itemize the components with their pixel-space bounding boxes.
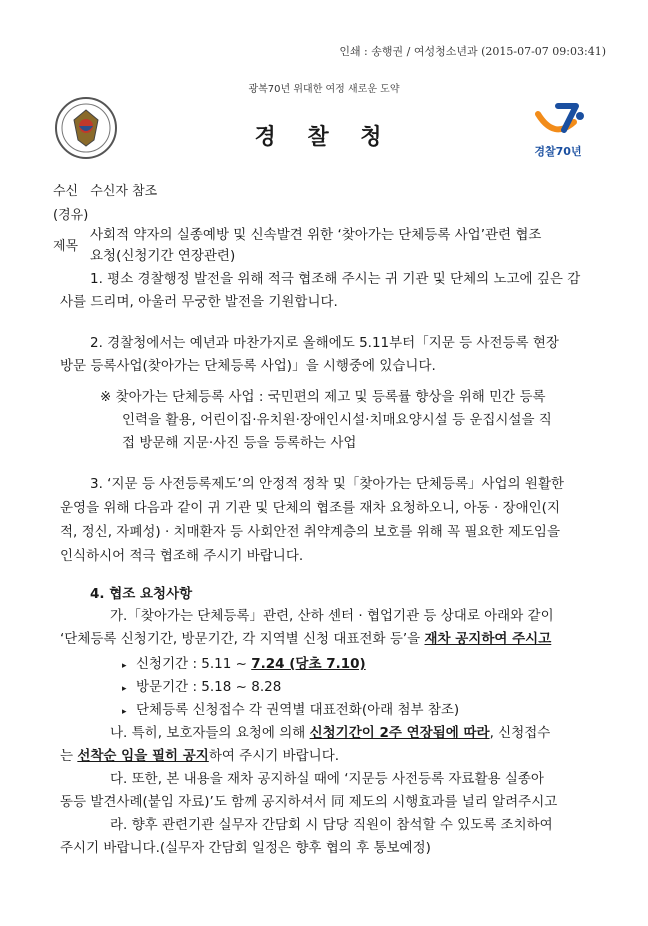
para2-line2: 방문 등록사업(찾아가는 단체등록 사업)」을 시행중에 있습니다. bbox=[60, 358, 436, 374]
section4-na-line1 bbox=[110, 721, 550, 741]
para2-line1: 2. 경찰청에서는 예년과 마찬가지로 올해에도 5.11부터「지문 등 사전등록 현장 bbox=[90, 335, 559, 351]
visit-period-text: 방문기간 : 5.18 ~ 8.28 bbox=[136, 679, 282, 695]
na-line2-text: 는 bbox=[60, 748, 78, 764]
na-line2-tail: 하여 주시기 바랍니다. bbox=[208, 748, 340, 764]
phone-text: 단체등록 신청접수 각 권역별 대표전화(아래 첨부 참조) bbox=[136, 702, 460, 718]
para3-line3: 적, 정신, 자폐성) · 치매환자 등 사회안전 취약계층의 보호를 위해 꼭 필요한 제도임을 bbox=[60, 524, 560, 540]
na-line1-emphasis: 신청기간이 2주 연장됨에 따라 bbox=[309, 725, 490, 741]
via-row: (경유) bbox=[53, 208, 89, 223]
section4-na-line2 bbox=[60, 744, 339, 764]
para1-line1: 1. 평소 경찰행정 발전을 위해 적극 협조해 주시는 귀 기관 및 단체의 노고에 깊은 감 bbox=[90, 271, 581, 287]
recipient-row bbox=[53, 180, 157, 199]
recipient-value: 수신자 참조 bbox=[90, 184, 158, 199]
note-line3: 접 방문해 지문·사진 등을 등록하는 사업 bbox=[122, 435, 357, 451]
na-line2-emphasis: 선착순 임을 필히 공지 bbox=[77, 748, 209, 764]
slogan: 광복70년 위대한 여정 새로운 도약 bbox=[248, 84, 400, 95]
section4-ra-line2: 주시기 바랍니다.(실무자 간담회 일정은 향후 협의 후 통보예정) bbox=[60, 840, 431, 856]
section4-ga-line2 bbox=[60, 627, 551, 647]
subject-label: 제목 bbox=[53, 239, 79, 254]
ga-line2-text: ‘단체등록 신청기간, 방문기간, 각 지역별 신청 대표전화 등’을 bbox=[60, 631, 425, 647]
bullet-marker-icon: ▸ bbox=[122, 661, 127, 671]
apply-period-text: 신청기간 : 5.11 ~ bbox=[136, 656, 252, 672]
para1-line2: 사를 드리며, 아울러 무궁한 발전을 기원합니다. bbox=[60, 294, 338, 310]
para3-line1: 3. ‘지문 등 사전등록제도’의 안정적 정착 및「찾아가는 단체등록」사업의 원활한 bbox=[90, 476, 565, 492]
bullet-marker-icon: ▸ bbox=[122, 684, 127, 694]
ga-line2-emphasis: 재차 공지하여 주시고 bbox=[424, 631, 552, 647]
note-line1: ※ 찾아가는 단체등록 사업 : 국민편의 제고 및 등록률 향상을 위해 민간 등록 bbox=[100, 389, 546, 405]
section4-ra-line1: 라. 향후 관련기관 실무자 간담회 시 담당 직원이 참석할 수 있도록 조치하여 bbox=[110, 817, 553, 833]
apply-period-emphasis: 7.24 (당초 7.10) bbox=[251, 656, 366, 672]
section4-heading: 4. 협조 요청사항 bbox=[90, 586, 193, 602]
bullet-apply-period bbox=[122, 652, 366, 672]
bullet-phone bbox=[122, 698, 459, 718]
subject-line-2: 요청(신청기간 연장관련) bbox=[90, 248, 236, 264]
bullet-visit-period bbox=[122, 675, 281, 695]
para3-line2: 운영을 위해 다음과 같이 귀 기관 및 단체의 협조를 재차 요청하오니, 아동 · 장애인(지 bbox=[60, 500, 560, 516]
bullet-marker-icon: ▸ bbox=[122, 707, 127, 717]
na-line1-tail: , 신청접수 bbox=[489, 725, 551, 741]
agency-title: 경 찰 청 bbox=[254, 125, 394, 150]
note-line2: 인력을 활용, 어린이집·유치원·장애인시설·치매요양시설 등 운집시설을 직 bbox=[122, 412, 552, 428]
police-70th-label: 경찰70년 bbox=[534, 145, 582, 158]
na-line1-text: 나. 특히, 보호자들의 요청에 의해 bbox=[110, 725, 310, 741]
para3-line4: 인식하시어 적극 협조해 주시기 바랍니다. bbox=[60, 548, 304, 564]
recipient-label: 수신 bbox=[53, 184, 79, 199]
section4-da-line2: 동등 발견사례(붙임 자료)’도 함께 공지하셔서 同 제도의 시행효과를 널리 알려주시고 bbox=[60, 794, 558, 810]
print-info: 인쇄 : 송행권 / 여성청소년과 (2015-07-07 09:03:41) bbox=[339, 45, 606, 58]
section4-da-line1: 다. 또한, 본 내용을 재차 공지하실 때에 ‘지문등 사전등록 자료활용 실종아 bbox=[110, 771, 544, 787]
subject-line-1: 사회적 약자의 실종예방 및 신속발견 위한 ‘찾아가는 단체등록 사업’관련 협조 bbox=[90, 227, 542, 243]
section4-ga-line1: 가.「찾아가는 단체등록」관련, 산하 센터 · 협업기관 등 상대로 아래와 같이 bbox=[110, 608, 554, 624]
